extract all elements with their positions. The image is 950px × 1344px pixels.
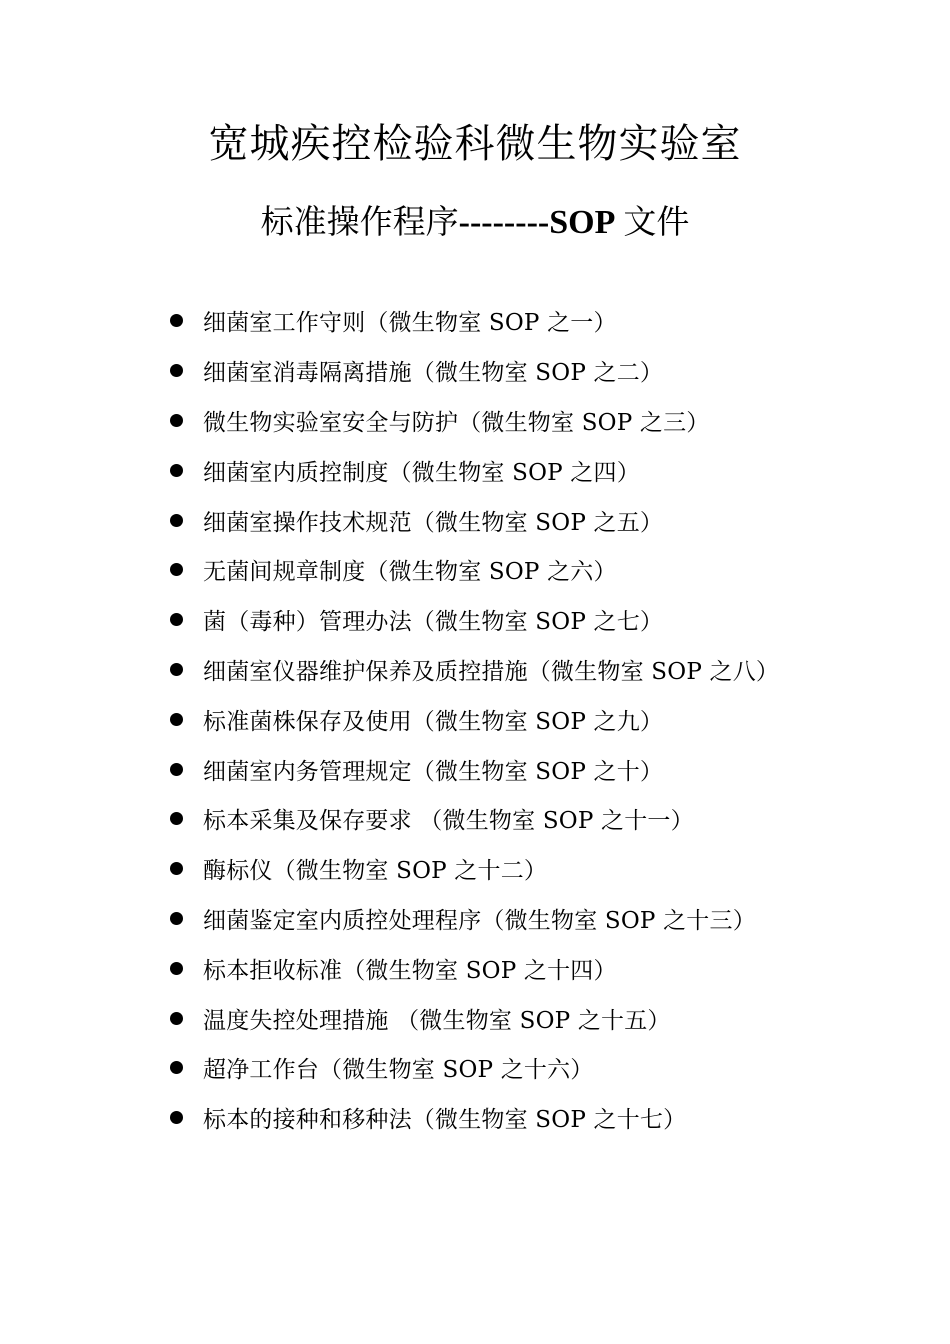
list-item bbox=[170, 346, 930, 396]
list-item bbox=[170, 396, 930, 446]
list-item bbox=[170, 1093, 930, 1143]
list-item-text: 标准菌株保存及使用（微生物室 SOP 之九） bbox=[203, 708, 664, 735]
subtitle-sop: SOP bbox=[549, 204, 616, 241]
sop-list bbox=[170, 296, 930, 1143]
list-item-text: 温度失控处理措施 （微生物室 SOP 之十五） bbox=[203, 1007, 671, 1034]
list-item bbox=[170, 694, 930, 744]
list-item-text: 细菌室内务管理规定（微生物室 SOP 之十） bbox=[203, 758, 664, 785]
list-item bbox=[170, 445, 930, 495]
document-title: 宽城疾控检验科微生物实验室 bbox=[208, 121, 742, 167]
list-item-text: 标本采集及保存要求 （微生物室 SOP 之十一） bbox=[203, 808, 694, 835]
bullet-icon bbox=[170, 613, 183, 626]
list-item bbox=[170, 545, 930, 595]
list-item-text: 酶标仪（微生物室 SOP 之十二） bbox=[203, 858, 548, 885]
list-item bbox=[170, 993, 930, 1043]
list-item-text: 细菌鉴定室内质控处理程序（微生物室 SOP 之十三） bbox=[203, 907, 756, 934]
bullet-icon bbox=[170, 563, 183, 576]
list-item-text: 细菌室仪器维护保养及质控措施（微生物室 SOP 之八） bbox=[203, 658, 780, 685]
bullet-icon bbox=[170, 1061, 183, 1074]
bullet-icon bbox=[170, 812, 183, 825]
bullet-icon bbox=[170, 862, 183, 875]
list-item bbox=[170, 645, 930, 695]
list-item bbox=[170, 943, 930, 993]
list-item bbox=[170, 794, 930, 844]
bullet-icon bbox=[170, 314, 183, 327]
list-item-text: 细菌室操作技术规范（微生物室 SOP 之五） bbox=[203, 509, 664, 536]
list-item bbox=[170, 744, 930, 794]
subtitle-dashes: -------- bbox=[458, 204, 550, 241]
bullet-icon bbox=[170, 713, 183, 726]
document-subtitle bbox=[0, 198, 950, 247]
bullet-icon bbox=[170, 1111, 183, 1124]
subtitle-suffix: 文件 bbox=[623, 202, 690, 241]
list-item bbox=[170, 296, 930, 346]
list-item-text: 细菌室工作守则（微生物室 SOP 之一） bbox=[203, 310, 617, 337]
list-item-text: 微生物实验室安全与防护（微生物室 SOP 之三） bbox=[203, 409, 710, 436]
bullet-icon bbox=[170, 364, 183, 377]
bullet-icon bbox=[170, 663, 183, 676]
list-item-text: 标本的接种和移种法（微生物室 SOP 之十七） bbox=[203, 1107, 687, 1134]
list-item-text: 超净工作台（微生物室 SOP 之十六） bbox=[203, 1057, 594, 1084]
list-item-text: 无菌间规章制度（微生物室 SOP 之六） bbox=[203, 559, 617, 586]
list-item bbox=[170, 495, 930, 545]
list-item-text: 细菌室内质控制度（微生物室 SOP 之四） bbox=[203, 459, 640, 486]
subtitle-prefix: 标准操作程序 bbox=[260, 202, 459, 241]
bullet-icon bbox=[170, 912, 183, 925]
bullet-icon bbox=[170, 414, 183, 427]
list-item bbox=[170, 844, 930, 894]
list-item bbox=[170, 894, 930, 944]
list-item bbox=[170, 1043, 930, 1093]
list-item-text: 细菌室消毒隔离措施（微生物室 SOP 之二） bbox=[203, 360, 664, 387]
bullet-icon bbox=[170, 1012, 183, 1025]
list-item-text: 标本拒收标准（微生物室 SOP 之十四） bbox=[203, 957, 617, 984]
bullet-icon bbox=[170, 962, 183, 975]
bullet-icon bbox=[170, 763, 183, 776]
bullet-icon bbox=[170, 464, 183, 477]
list-item bbox=[170, 595, 930, 645]
bullet-icon bbox=[170, 514, 183, 527]
list-item-text: 菌（毒种）管理办法（微生物室 SOP 之七） bbox=[203, 609, 664, 636]
